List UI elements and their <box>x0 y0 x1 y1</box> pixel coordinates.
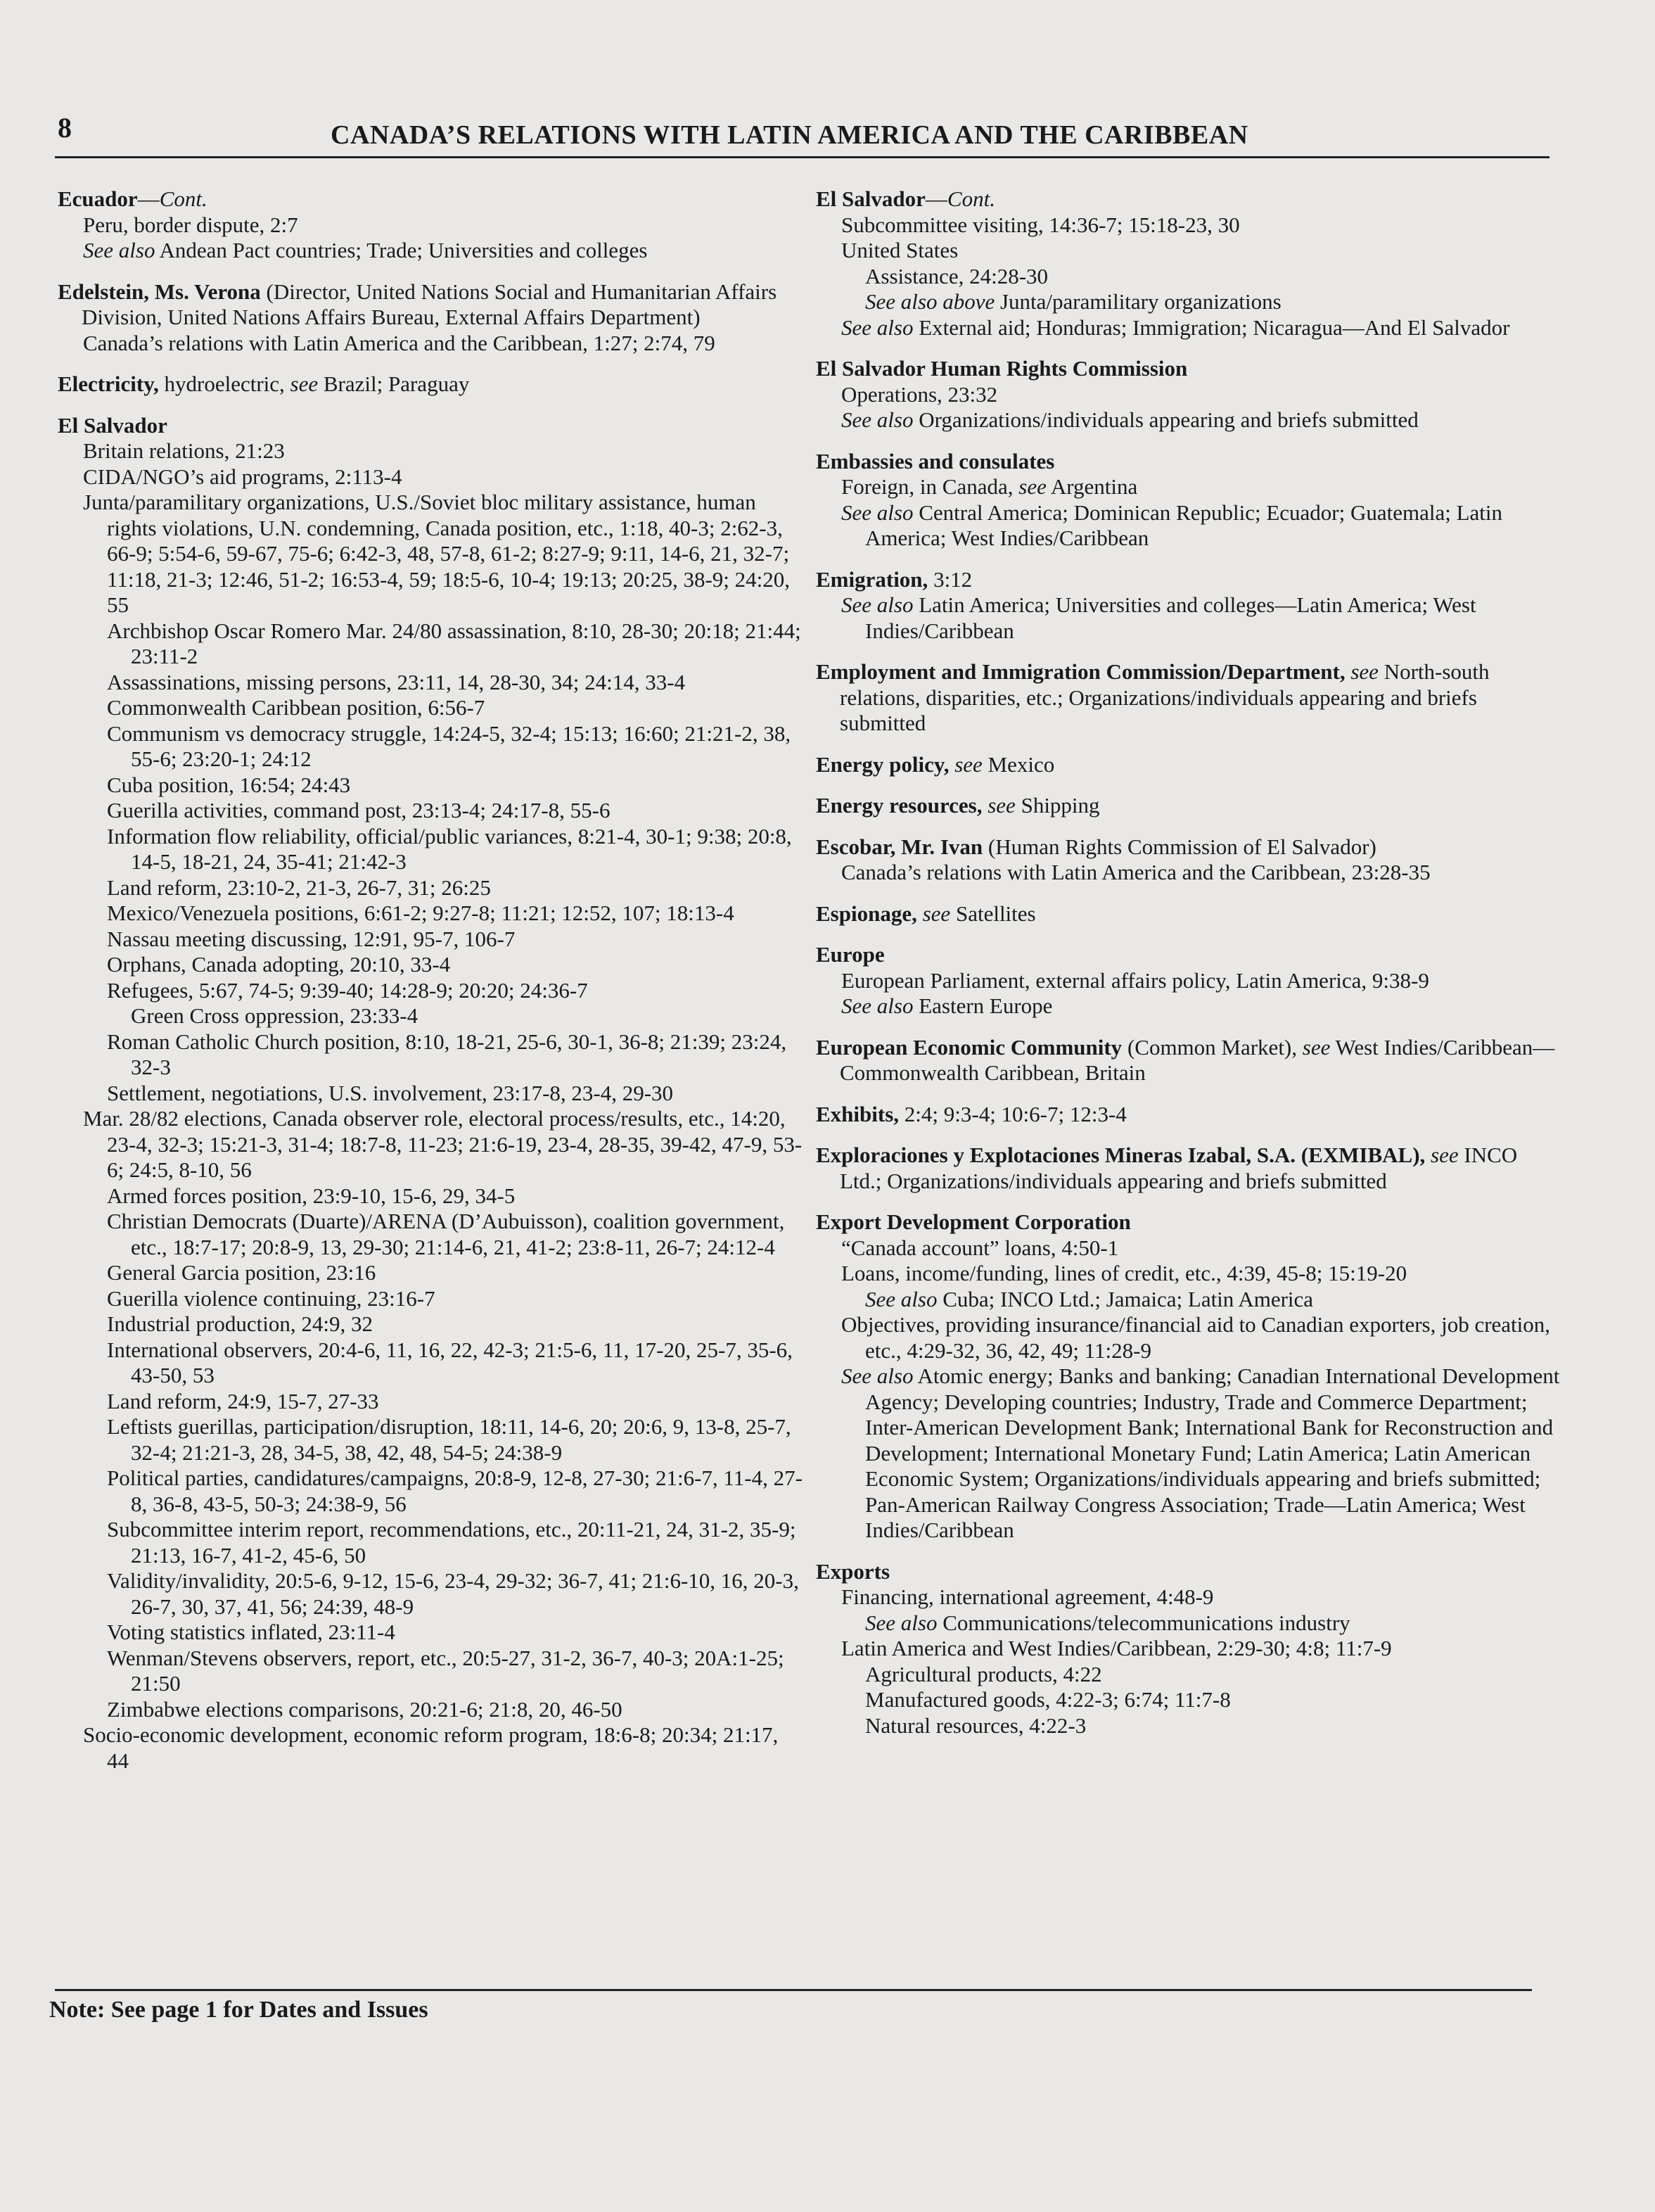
heading-term: Export Development Corporation <box>816 1209 1131 1234</box>
heading-term: Exploraciones y Explotaciones Mineras Izabal, S.A. (EXMIBAL), <box>816 1143 1426 1167</box>
subentry-text: Nassau meeting discussing, 12:91, 95-7, 106-7 <box>107 926 516 951</box>
see-also-ref: See also <box>865 1610 938 1635</box>
subentry <box>58 773 803 799</box>
entry-heading <box>58 186 803 212</box>
subentry-text: Objectives, providing insurance/financial aid to Canadian exporters, job creation, etc., 4:29-32, 36, 42, 49; 11:28-9 <box>841 1312 1551 1363</box>
subentry <box>58 1389 803 1415</box>
subentry-text: Political parties, candidatures/campaigns, 20:8-9, 12-8, 27-30; 21:6-7, 11-4, 27-8, 36-8, 43-5, 50-3; 24:38-9, 56 <box>107 1466 803 1516</box>
heading-text: Satellites <box>950 901 1036 926</box>
subentry-text: Guerilla violence continuing, 23:16-7 <box>107 1285 435 1311</box>
entry-heading <box>816 1559 1561 1585</box>
subentry-text: Orphans, Canada adopting, 20:10, 33-4 <box>107 952 451 977</box>
subentry <box>58 331 803 357</box>
subentry-text: Agricultural products, 4:22 <box>865 1661 1102 1686</box>
subentry-text: Communications/telecommunications industry <box>937 1610 1350 1635</box>
heading-term: El Salvador <box>58 412 167 438</box>
heading-term: Embassies and consulates <box>816 448 1055 473</box>
heading-text: (Director, United Nations Social and Humanitarian Affairs Division, United Nations Affairs Bureau, External Affairs Department) <box>82 279 777 329</box>
entry-heading <box>816 186 1561 212</box>
index-entry <box>816 1143 1561 1194</box>
subentry <box>58 490 803 618</box>
left-column <box>58 186 803 1789</box>
subentry-text: Voting statistics inflated, 23:11-4 <box>107 1620 395 1644</box>
heading-term: Ecuador <box>58 186 138 211</box>
subentry <box>58 1697 803 1723</box>
subentry-text: Socio-economic development, economic reform program, 18:6-8; 20:34; 21:17, 44 <box>83 1722 779 1773</box>
subentry-text: International observers, 20:4-6, 11, 16, 22, 42-3; 21:5-6, 11, 17-20, 25-7, 35-6, 43-50, 53 <box>107 1337 793 1387</box>
subentry-text: Manufactured goods, 4:22-3; 6:74; 11:7-8 <box>865 1687 1231 1712</box>
entry-heading <box>58 371 803 398</box>
subentry-text: Cuba position, 16:54; 24:43 <box>107 772 351 797</box>
subentry <box>58 1183 803 1209</box>
see-also-ref: See also <box>83 238 155 262</box>
entry-heading <box>816 793 1561 819</box>
subentry <box>58 978 803 1004</box>
heading-see: see <box>1431 1143 1459 1167</box>
index-entry <box>816 942 1561 1019</box>
heading-text: Brazil; Paraguay <box>318 371 470 396</box>
subentry <box>816 474 1561 500</box>
index-entry <box>816 793 1561 819</box>
index-entry <box>816 1209 1561 1544</box>
heading-term: Energy resources, <box>816 793 983 818</box>
subentry <box>58 1466 803 1517</box>
subentry <box>816 1687 1561 1713</box>
subentry-text: Armed forces position, 23:9-10, 15-6, 29, 34-5 <box>107 1183 516 1208</box>
running-title: CANADA’S RELATIONS WITH LATIN AMERICA AND THE CARIBBEAN <box>331 120 1248 150</box>
subentry-text: European Parliament, external affairs policy, Latin America, 9:38-9 <box>841 967 1429 993</box>
index-entry <box>816 834 1561 886</box>
heading-text: 3:12 <box>928 566 973 592</box>
index-entry <box>58 279 803 357</box>
heading-text <box>917 901 923 926</box>
subentry-text: Archbishop Oscar Romero Mar. 24/80 assassination, 8:10, 28-30; 20:18; 21:44; 23:11-2 <box>107 618 801 668</box>
subentry <box>58 1311 803 1337</box>
subentry <box>816 1636 1561 1662</box>
heading-text: INCO Ltd.; Organizations/individuals appearing and briefs submitted <box>840 1143 1518 1193</box>
subentry <box>58 1003 803 1029</box>
heading-see: see <box>290 371 319 396</box>
subentry-text: Industrial production, 24:9, 32 <box>107 1311 373 1336</box>
subentry <box>816 1364 1561 1544</box>
subentry-text: Atomic energy; Banks and banking; Canadian International Development Agency; Developing countries; Industry, Trade and Commerce Department; Inter-American Development Bank; International Bank for Reconstruction and Development; International Monetary Fund; Latin America; Latin American Economic System; Organizations/individuals appearing and briefs submitted; Pan-American Railway Congress Association; Trade—Latin America; West Indies/Caribbean <box>865 1364 1560 1542</box>
heading-see: see <box>954 751 983 777</box>
subentry-text: Settlement, negotiations, U.S. involvement, 23:17-8, 23-4, 29-30 <box>107 1080 674 1105</box>
subentry <box>58 618 803 670</box>
heading-term: Electricity, <box>58 371 159 396</box>
subentry <box>816 289 1561 315</box>
subentry-text: Latin America and West Indies/Caribbean, 2:29-30; 4:8; 11:7-9 <box>841 1636 1392 1660</box>
subentry <box>58 438 803 464</box>
subentry-text: Assistance, 24:28-30 <box>865 263 1049 288</box>
subentry-text: Junta/paramilitary organizations, U.S./Soviet bloc military assistance, human rights violations, U.N. condemning, Canada position, etc., 1:18, 40-3; 2:62-3, 66-9; 5:54-6, 59-67, 75-6; 6:42-3, 48, 57-8, 61-2; 8:27-9; 9:11, 14-6, 21, 32-7; 11:18, 21-3; 12:46, 51-2; 16:53-4, 59; 18:5-6, 10-4; 19:13; 20:25, 38-9; 24:20, 55 <box>83 490 791 617</box>
entry-heading <box>58 413 803 439</box>
subentry <box>58 1337 803 1389</box>
heading-term: El Salvador Human Rights Commission <box>816 356 1188 381</box>
index-entry <box>816 1035 1561 1086</box>
entry-heading <box>816 449 1561 475</box>
heading-text: Mexico <box>982 751 1055 777</box>
subentry-text: Validity/invalidity, 20:5-6, 9-12, 15-6, 23-4, 29-32; 36-7, 41; 21:6-10, 16, 20-3, 26-7, 30, 37, 41, 56; 24:39, 48-9 <box>107 1568 799 1619</box>
subentry <box>58 824 803 875</box>
heading-term: Employment and Immigration Commission/Department, <box>816 659 1346 684</box>
subentry-text: Guerilla activities, command post, 23:13-4; 24:17-8, 55-6 <box>107 798 611 822</box>
entry-heading <box>816 1102 1561 1128</box>
subentry <box>816 1287 1561 1313</box>
subentry <box>58 464 803 490</box>
subentry <box>58 875 803 901</box>
subentry-text: Eastern Europe <box>913 993 1053 1018</box>
subentry <box>816 860 1561 886</box>
entry-heading <box>816 1143 1561 1194</box>
subentry-text: Central America; Dominican Republic; Ecuador; Guatemala; Latin America; West Indies/Caribbean <box>865 500 1503 550</box>
see-also-ref: See also <box>841 1364 914 1388</box>
subentry <box>816 315 1561 341</box>
subentry-text: Foreign, in Canada, <box>841 474 1019 499</box>
index-entry <box>58 413 803 1774</box>
entry-heading <box>816 834 1561 860</box>
see-also-ref: See also <box>841 592 914 617</box>
entry-heading <box>816 1209 1561 1235</box>
subentry <box>58 1414 803 1466</box>
heading-see: see <box>988 793 1016 818</box>
see-also-ref: See also <box>865 1286 938 1311</box>
subentry <box>58 1029 803 1081</box>
page-number: 8 <box>58 112 72 144</box>
heading-text <box>1425 1143 1431 1167</box>
subentry <box>58 952 803 978</box>
heading-text: (Human Rights Commission of El Salvador) <box>983 834 1376 859</box>
subentry-text: Roman Catholic Church position, 8:10, 18-21, 25-6, 30-1, 36-8; 21:39; 23:24, 32-3 <box>107 1029 787 1079</box>
subentry-text: Refugees, 5:67, 74-5; 9:39-40; 14:28-9; 20:20; 24:36-7 <box>107 977 588 1003</box>
heading-see: Cont. <box>947 186 995 211</box>
entry-heading <box>816 659 1561 737</box>
subentry <box>58 1081 803 1107</box>
subentry <box>816 1662 1561 1688</box>
subentry <box>816 212 1561 239</box>
subentry-text: Argentina <box>1046 474 1138 499</box>
subentry <box>816 993 1561 1019</box>
subentry-text: “Canada account” loans, 4:50-1 <box>841 1235 1119 1260</box>
subentry-text: Natural resources, 4:22-3 <box>865 1712 1087 1738</box>
index-entry <box>816 186 1561 341</box>
see-also-ref: See also <box>841 500 914 525</box>
heading-see: see <box>1350 659 1379 684</box>
subentry <box>816 1713 1561 1739</box>
index-entry <box>816 1102 1561 1128</box>
subentry-text: Cuba; INCO Ltd.; Jamaica; Latin America <box>937 1286 1314 1311</box>
subentry-text: Junta/paramilitary organizations <box>995 289 1282 314</box>
entry-heading <box>816 752 1561 778</box>
subentry <box>58 1260 803 1286</box>
index-entry <box>816 901 1561 927</box>
subentry-text: Financing, international agreement, 4:48-9 <box>841 1584 1214 1609</box>
subentry <box>816 264 1561 290</box>
heading-term: Europe <box>816 942 885 967</box>
heading-text: — <box>137 186 160 211</box>
heading-see: see <box>1302 1034 1331 1060</box>
subentry <box>816 1584 1561 1610</box>
subentry <box>58 695 803 721</box>
subentry-text: Canada’s relations with Latin America and the Caribbean, 23:28-35 <box>841 860 1431 884</box>
subentry <box>816 238 1561 264</box>
entry-heading <box>816 356 1561 382</box>
subentry-text: External aid; Honduras; Immigration; Nicaragua—And El Salvador <box>913 314 1510 340</box>
see-also-ref: See also <box>841 314 914 340</box>
subentry <box>58 1209 803 1260</box>
subentry <box>816 1610 1561 1636</box>
subentry-text: Andean Pact countries; Trade; Universities and colleges <box>155 238 648 262</box>
subentry <box>816 1312 1561 1364</box>
heading-see: Cont. <box>159 186 207 211</box>
subentry <box>58 798 803 824</box>
heading-term: El Salvador <box>816 186 926 211</box>
subentry-text: Land reform, 23:10-2, 21-3, 26-7, 31; 26:25 <box>107 875 491 900</box>
index-entry <box>816 356 1561 433</box>
subentry <box>816 968 1561 994</box>
index-entry <box>816 449 1561 552</box>
footer-rule <box>55 1989 1532 1991</box>
subentry <box>58 1517 803 1568</box>
subentry-text: Mar. 28/82 elections, Canada observer role, electoral process/results, etc., 14:20, 23-4, 32-3; 15:21-3, 31-4; 18:7-8, 11-23; 21:6-19, 23-4, 28-35, 39-42, 47-9, 53-6; 24:5, 8-10, 56 <box>83 1106 803 1182</box>
right-column <box>816 186 1561 1754</box>
entry-heading <box>816 942 1561 968</box>
subentry-text: Christian Democrats (Duarte)/ARENA (D’Aubuisson), coalition government, etc., 18:7-17; 20:8-9, 13, 29-30; 21:14-6, 21, 41-2; 23:8-11, 26-7; 24:12-4 <box>107 1209 785 1259</box>
subentry-text: CIDA/NGO’s aid programs, 2:113-4 <box>83 464 402 489</box>
subentry <box>58 1106 803 1183</box>
heading-text: hydroelectric, <box>158 371 290 396</box>
subentry-text: Information flow reliability, official/public variances, 8:21-4, 30-1; 9:38; 20:8, 14-5, 18-21, 24, 35-41; 21:42-3 <box>107 823 792 874</box>
subentry-text: Mexico/Venezuela positions, 6:61-2; 9:27-8; 11:21; 12:52, 107; 18:13-4 <box>107 901 734 925</box>
see-also-ref: See also above <box>865 289 995 314</box>
entry-heading <box>816 901 1561 927</box>
subentry-text: Loans, income/funding, lines of credit, etc., 4:39, 45-8; 15:19-20 <box>841 1261 1407 1285</box>
footnote: Note: See page 1 for Dates and Issues <box>49 1997 428 2023</box>
entry-heading <box>58 279 803 331</box>
subentry <box>58 1722 803 1774</box>
see-also-ref: See also <box>841 407 914 432</box>
subentry <box>58 212 803 239</box>
subentry-text: Wenman/Stevens observers, report, etc., 20:5-27, 31-2, 36-7, 40-3; 20A:1-25; 21:50 <box>107 1645 784 1696</box>
subentry <box>58 1620 803 1646</box>
subentry-text: Commonwealth Caribbean position, 6:56-7 <box>107 695 485 720</box>
heading-term: Exhibits, <box>816 1101 900 1126</box>
subentry-text: Britain relations, 21:23 <box>83 438 285 463</box>
subentry <box>58 927 803 953</box>
subentry-text: Assassinations, missing persons, 23:11, 14, 28-30, 34; 24:14, 33-4 <box>107 669 686 694</box>
subentry-text: Leftists guerillas, participation/disruption, 18:11, 14-6, 20; 20:6, 9, 13-8, 25-7, 32-4; 21:21-3, 28, 34-5, 38, 42, 48, 54-5; 24:38-9 <box>107 1414 791 1465</box>
index-entry <box>58 371 803 398</box>
subentry <box>816 592 1561 644</box>
heading-text: 2:4; 9:3-4; 10:6-7; 12:3-4 <box>899 1101 1127 1126</box>
subentry <box>816 1261 1561 1287</box>
subentry <box>58 721 803 773</box>
subentry <box>58 1286 803 1312</box>
see-ref: see <box>1018 474 1047 499</box>
heading-term: Energy policy, <box>816 751 950 777</box>
index-entry <box>816 1559 1561 1739</box>
subentry <box>816 1235 1561 1261</box>
subentry <box>816 382 1561 408</box>
subentry-text: Subcommittee visiting, 14:36-7; 15:18-23, 30 <box>841 212 1240 237</box>
heading-term: Exports <box>816 1558 890 1584</box>
subentry-text: Operations, 23:32 <box>841 381 998 407</box>
subentry-text: Zimbabwe elections comparisons, 20:21-6; 21:8, 20, 46-50 <box>107 1696 622 1722</box>
subentry-text: Communism vs democracy struggle, 14:24-5, 32-4; 15:13; 16:60; 21:21-2, 38, 55-6; 23:20-1; 24:12 <box>107 720 791 771</box>
subentry <box>58 238 803 264</box>
header-rule <box>55 156 1549 158</box>
subentry-text: Canada’s relations with Latin America and the Caribbean, 1:27; 2:74, 79 <box>83 330 715 355</box>
entry-heading <box>816 1035 1561 1086</box>
subentry-text: Peru, border dispute, 2:7 <box>83 212 298 237</box>
index-entry <box>816 659 1561 737</box>
heading-text: (Common Market), <box>1122 1034 1303 1060</box>
entry-heading <box>816 567 1561 593</box>
subentry-text: Organizations/individuals appearing and briefs submitted <box>913 407 1419 432</box>
heading-term: Emigration, <box>816 566 928 592</box>
heading-text: — <box>925 186 947 211</box>
heading-text: West Indies/Caribbean—Commonwealth Caribbean, Britain <box>840 1034 1555 1085</box>
heading-term: Espionage, <box>816 901 917 926</box>
heading-see: see <box>922 901 951 926</box>
heading-text: North-south relations, disparities, etc.; Organizations/individuals appearing and briefs submitted <box>840 659 1490 735</box>
subentry-text: Subcommittee interim report, recommendations, etc., 20:11-21, 24, 31-2, 35-9; 21:13, 16-7, 41-2, 45-6, 50 <box>107 1517 796 1568</box>
index-entry <box>58 186 803 264</box>
subentry <box>58 1646 803 1697</box>
heading-term: Edelstein, Ms. Verona <box>58 279 261 304</box>
heading-text: Shipping <box>1015 793 1100 818</box>
heading-term: European Economic Community <box>816 1034 1123 1060</box>
subentry-text: United States <box>841 238 959 262</box>
subentry-text: General Garcia position, 23:16 <box>107 1260 376 1285</box>
subentry-text: Green Cross oppression, 23:33-4 <box>131 1003 418 1028</box>
subentry <box>58 901 803 927</box>
subentry <box>816 407 1561 433</box>
heading-term: Escobar, Mr. Ivan <box>816 834 983 859</box>
subentry <box>58 1568 803 1620</box>
subentry-text: Land reform, 24:9, 15-7, 27-33 <box>107 1388 379 1413</box>
see-also-ref: See also <box>841 993 914 1018</box>
index-entry <box>816 752 1561 778</box>
subentry-text: Latin America; Universities and colleges—Latin America; West Indies/Caribbean <box>865 592 1476 643</box>
subentry <box>816 500 1561 552</box>
subentry <box>58 670 803 696</box>
index-entry <box>816 567 1561 644</box>
